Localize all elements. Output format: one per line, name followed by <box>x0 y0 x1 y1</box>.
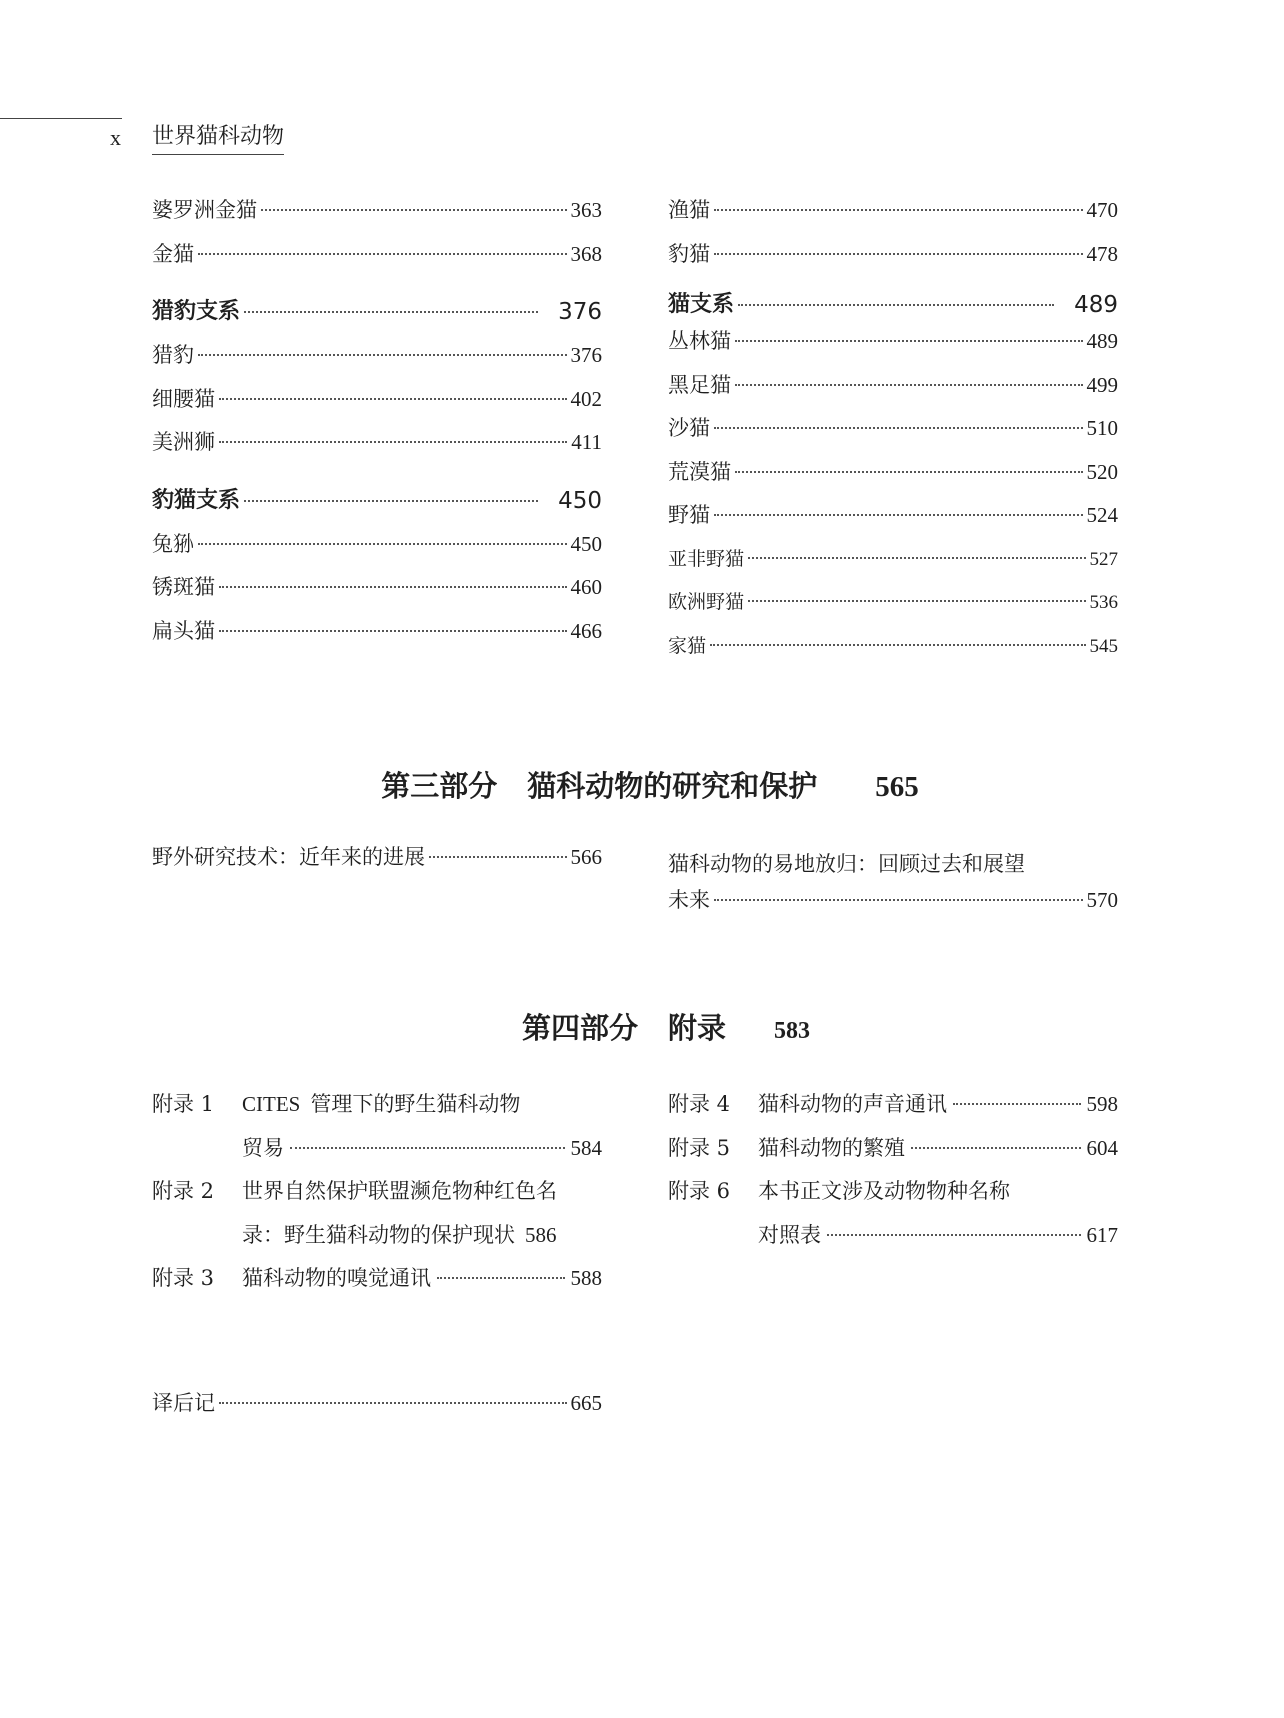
toc-entry[interactable] <box>152 617 602 661</box>
part3-left-column <box>152 843 602 887</box>
toc-entry-page: 545 <box>1089 635 1118 657</box>
toc-entry[interactable] <box>668 196 1118 240</box>
toc-entry-page: 570 <box>1086 888 1118 912</box>
appendix-body <box>758 1127 1118 1171</box>
appendix-title-line2: 录：野生猫科动物的保护现状 <box>242 1222 515 1247</box>
dot-leader <box>714 209 1083 211</box>
toc-entry-title-line2: 未来 <box>668 888 710 912</box>
toc-entry-title: 猎豹 <box>152 343 194 367</box>
appendix-label: 附录 5 <box>668 1135 731 1160</box>
toc-entry-page: 524 <box>1086 503 1118 527</box>
toc-entry-page: 520 <box>1086 459 1118 484</box>
header-rule <box>0 118 122 119</box>
appendix-line2 <box>242 1214 602 1258</box>
part3-heading[interactable] <box>0 766 1284 807</box>
dot-leader <box>735 384 1083 386</box>
part4-heading[interactable] <box>0 1008 1284 1051</box>
toc-entry-title: 黑足猫 <box>668 372 731 397</box>
appendix-page: 617 <box>1086 1222 1118 1247</box>
toc-entry[interactable] <box>668 545 1118 589</box>
toc-entry-title: 美洲狮 <box>152 430 215 454</box>
part3-label: 第三部分 <box>381 769 498 803</box>
appendix-entry[interactable] <box>152 1170 602 1257</box>
appendix-page: 586 <box>525 1222 557 1247</box>
toc-entry-title: 译后记 <box>152 1391 215 1415</box>
toc-entry-page: 368 <box>570 241 602 266</box>
appendix-line1 <box>758 1083 1118 1127</box>
dot-leader <box>198 354 567 356</box>
appendix-title-line1: 本书正文涉及动物物种名称 <box>758 1179 1010 1203</box>
dot-leader <box>911 1147 1081 1149</box>
toc-entry-title: 沙猫 <box>668 416 710 440</box>
toc-entry-title: 豹猫 <box>668 241 710 266</box>
appendix-title-line1: 猫科动物的嗅觉通讯 <box>242 1266 431 1290</box>
dot-leader <box>748 557 1085 559</box>
appendix-entry[interactable] <box>152 1083 602 1170</box>
toc-entry[interactable] <box>152 530 602 574</box>
toc-entry-page: 510 <box>1086 416 1118 440</box>
appendix-body <box>242 1083 602 1170</box>
toc-entry[interactable] <box>668 240 1118 284</box>
dot-leader <box>437 1277 565 1279</box>
dot-leader <box>219 1402 567 1404</box>
toc-entry-page: 478 <box>1086 241 1118 266</box>
toc-entry-title: 欧洲野猫 <box>668 591 745 613</box>
toc-entry-title: 野猫 <box>668 503 710 527</box>
toc-entry-page: 466 <box>570 618 602 643</box>
toc-entry-page: 402 <box>570 386 602 411</box>
appendix-right-column <box>668 1083 1118 1257</box>
toc-right-column <box>668 196 1118 675</box>
appendix-page: 588 <box>570 1266 602 1290</box>
toc-entry-title-line1: 猫科动物的易地放归：回顾过去和展望 <box>668 852 1025 876</box>
appendix-title-line1: 猫科动物的声音通讯 <box>758 1092 947 1116</box>
appendix-label: 附录 3 <box>152 1266 215 1290</box>
appendix-entry[interactable] <box>668 1083 1118 1127</box>
dot-leader <box>244 500 538 502</box>
dot-leader <box>738 304 1054 306</box>
toc-entry[interactable] <box>152 428 602 472</box>
dot-leader <box>953 1103 1081 1105</box>
toc-entry[interactable] <box>668 458 1118 502</box>
appendix-label: 附录 4 <box>668 1092 731 1116</box>
appendix-title-line1: 管理下的野生猫科动物 <box>310 1092 521 1116</box>
dot-leader <box>714 427 1083 429</box>
appendix-page: 598 <box>1086 1092 1118 1116</box>
toc-entry-title: 婆罗洲金猫 <box>152 198 257 222</box>
dot-leader <box>714 253 1083 255</box>
dot-leader <box>198 253 567 255</box>
toc-entry-title: 细腰猫 <box>152 386 215 411</box>
dot-leader <box>219 441 567 443</box>
toc-entry-title: 家猫 <box>668 634 707 657</box>
toc-group-title: 豹猫支系 <box>152 487 241 513</box>
toc-entry[interactable] <box>668 414 1118 458</box>
toc-group-title: 猎豹支系 <box>152 299 241 324</box>
appendix-body <box>758 1170 1118 1257</box>
toc-group-heading[interactable] <box>668 283 1118 327</box>
toc-entry-page: 376 <box>570 343 602 367</box>
appendix-line1 <box>242 1257 602 1301</box>
toc-entry-page: 411 <box>571 430 602 454</box>
appendix-title-line1: 世界自然保护联盟濒危物种红色名 <box>242 1179 557 1203</box>
appendix-line1 <box>758 1170 1118 1214</box>
toc-entry-page: 527 <box>1089 548 1118 570</box>
toc-left-column <box>152 196 602 660</box>
toc-group-heading[interactable] <box>152 472 602 530</box>
dot-leader <box>429 856 567 858</box>
toc-entry[interactable] <box>152 843 602 887</box>
toc-entry[interactable] <box>152 240 602 284</box>
part3-page: 565 <box>875 771 919 803</box>
appendix-line1 <box>242 1170 602 1214</box>
header-page-number: x <box>110 125 121 150</box>
toc-entry-page: 536 <box>1089 592 1118 613</box>
toc-entry-page: 489 <box>1086 329 1118 353</box>
dot-leader <box>748 600 1085 602</box>
toc-entry[interactable] <box>668 632 1118 676</box>
appendix-page: 584 <box>570 1135 602 1160</box>
appendix-body <box>242 1170 602 1257</box>
dot-leader <box>198 543 567 545</box>
toc-entry[interactable] <box>668 588 1118 632</box>
toc-entry-page: 450 <box>570 531 602 556</box>
dot-leader <box>290 1147 565 1149</box>
appendix-entry[interactable] <box>668 1170 1118 1257</box>
toc-entry[interactable] <box>668 327 1118 371</box>
appendix-title-line2: 对照表 <box>758 1222 821 1247</box>
toc-entry-page: 566 <box>570 845 602 869</box>
toc-group-page: 450 <box>558 487 602 514</box>
toc-entry-page: 363 <box>570 198 602 222</box>
appendix-line1 <box>242 1083 602 1127</box>
part4-title: 附录 <box>668 1011 727 1045</box>
toc-entry[interactable] <box>668 501 1118 545</box>
toc-entry[interactable] <box>152 573 602 617</box>
toc-entry[interactable] <box>668 371 1118 415</box>
dot-leader <box>714 899 1083 901</box>
toc-entry-title: 金猫 <box>152 241 194 266</box>
toc-entry-page: 470 <box>1086 198 1118 222</box>
appendix-label: 附录 2 <box>152 1179 215 1203</box>
part3-right-column <box>668 843 1118 914</box>
appendix-line1 <box>758 1127 1118 1171</box>
toc-group-page: 376 <box>558 299 602 325</box>
header-book-title: 世界猫科动物 <box>152 122 284 155</box>
toc-entry-title: 丛林猫 <box>668 329 731 353</box>
appendix-line2 <box>758 1214 1118 1258</box>
dot-leader <box>735 471 1083 473</box>
appendix-latin: CITES <box>242 1092 301 1116</box>
toc-entry-title: 荒漠猫 <box>668 459 731 484</box>
appendix-entry[interactable] <box>668 1127 1118 1171</box>
dot-leader <box>827 1234 1081 1236</box>
toc-entry[interactable] <box>668 843 1118 914</box>
appendix-title-line1: 猫科动物的繁殖 <box>758 1135 905 1160</box>
appendix-body <box>758 1083 1118 1127</box>
dot-leader <box>219 630 567 632</box>
toc-entry-title: 野外研究技术：近年来的进展 <box>152 845 425 869</box>
part4-page: 583 <box>774 1018 811 1044</box>
appendix-label: 附录 1 <box>152 1092 215 1116</box>
appendix-label: 附录 6 <box>668 1179 731 1203</box>
toc-entry-title: 亚非野猫 <box>668 547 745 570</box>
dot-leader <box>735 340 1083 342</box>
toc-entry-line2 <box>668 886 1118 914</box>
toc-entry-title: 兔狲 <box>152 531 194 556</box>
part4-label: 第四部分 <box>521 1011 638 1045</box>
toc-entry-page: 665 <box>570 1391 602 1415</box>
afterword-column <box>152 1389 602 1433</box>
toc-entry-title: 扁头猫 <box>152 618 215 643</box>
dot-leader <box>244 311 538 313</box>
toc-entry[interactable] <box>152 341 602 385</box>
part3-title: 猫科动物的研究和保护 <box>527 769 818 803</box>
toc-entry[interactable] <box>152 196 602 240</box>
appendix-entry[interactable] <box>152 1257 602 1301</box>
toc-group-page: 489 <box>1074 292 1118 318</box>
toc-entry-page: 460 <box>570 575 602 599</box>
appendix-page: 604 <box>1086 1135 1118 1160</box>
toc-entry-title: 锈斑猫 <box>152 575 215 599</box>
appendix-line2 <box>242 1127 602 1171</box>
appendix-left-column <box>152 1083 602 1301</box>
appendix-title-line2: 贸易 <box>242 1135 284 1160</box>
toc-group-title: 猫支系 <box>668 292 735 317</box>
toc-group-heading[interactable] <box>152 283 602 341</box>
appendix-body <box>242 1257 602 1301</box>
toc-entry-afterword[interactable] <box>152 1389 602 1433</box>
dot-leader <box>710 644 1085 646</box>
dot-leader <box>714 514 1083 516</box>
toc-entry[interactable] <box>152 385 602 429</box>
dot-leader <box>219 398 567 400</box>
toc-entry-page: 499 <box>1086 372 1118 397</box>
dot-leader <box>219 586 567 588</box>
toc-entry-title: 渔猫 <box>668 198 710 222</box>
dot-leader <box>261 209 567 211</box>
